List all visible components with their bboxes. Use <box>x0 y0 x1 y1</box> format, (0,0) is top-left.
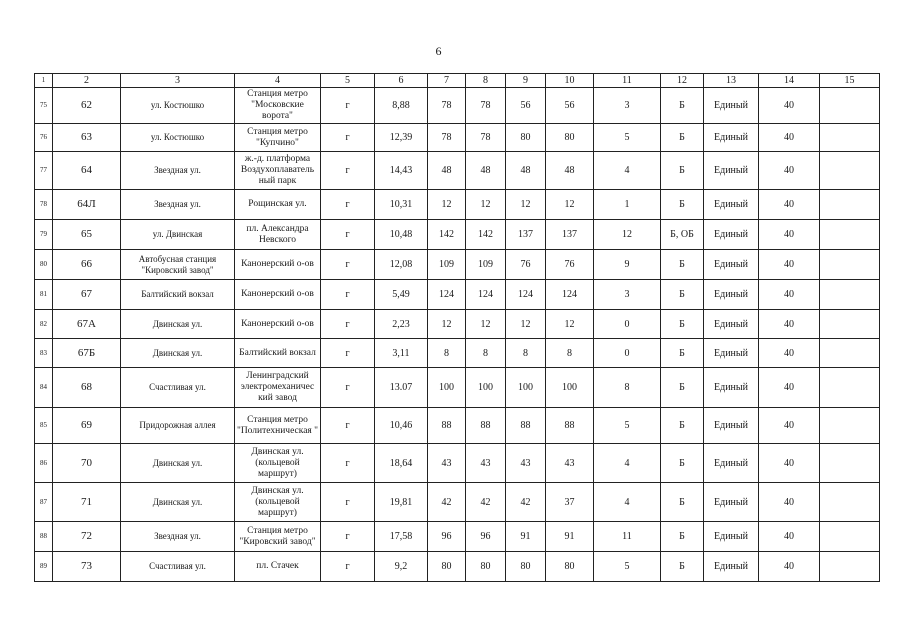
column-header: 1 <box>35 74 53 88</box>
table-row <box>35 522 880 552</box>
table-row <box>35 250 880 280</box>
column-10-cell: 12 <box>546 310 594 339</box>
column-10-cell: 124 <box>546 280 594 310</box>
column-10-cell: 88 <box>546 408 594 444</box>
column-15-cell <box>820 310 880 339</box>
column-7-cell: 42 <box>428 483 466 522</box>
table-row <box>35 368 880 408</box>
column-10-cell: 91 <box>546 522 594 552</box>
column-7-cell: 8 <box>428 339 466 368</box>
column-10-cell: 43 <box>546 444 594 483</box>
column-15-cell <box>820 124 880 152</box>
column-7-cell: 43 <box>428 444 466 483</box>
column-15-cell <box>820 88 880 124</box>
column-7-cell: 109 <box>428 250 466 280</box>
page-number: 6 <box>435 44 442 58</box>
column-5-cell: г <box>321 220 375 250</box>
fare-type-cell: Единый <box>704 124 759 152</box>
column-15-cell <box>820 250 880 280</box>
end-point-cell: Двинская ул. (кольцевой маршрут) <box>235 483 321 522</box>
route-length-cell: 12,08 <box>375 250 428 280</box>
fare-type-cell: Единый <box>704 408 759 444</box>
column-5-cell: г <box>321 152 375 190</box>
end-point-cell: Ленинградский электромеханичес кий завод <box>235 368 321 408</box>
column-10-cell: 56 <box>546 88 594 124</box>
column-header: 10 <box>546 74 594 88</box>
column-10-cell: 80 <box>546 552 594 582</box>
column-7-cell: 142 <box>428 220 466 250</box>
start-point-cell: Двинская ул. <box>121 444 235 483</box>
route-length-cell: 18,64 <box>375 444 428 483</box>
column-15-cell <box>820 368 880 408</box>
route-number-cell: 69 <box>53 408 121 444</box>
fare-type-cell: Единый <box>704 444 759 483</box>
column-7-cell: 124 <box>428 280 466 310</box>
column-9-cell: 80 <box>506 124 546 152</box>
vehicle-class-cell: Б <box>661 408 704 444</box>
table-row <box>35 152 880 190</box>
column-5-cell: г <box>321 408 375 444</box>
table-row <box>35 483 880 522</box>
column-15-cell <box>820 280 880 310</box>
vehicle-class-cell: Б <box>661 250 704 280</box>
row-number-cell: 84 <box>35 368 53 408</box>
column-7-cell: 78 <box>428 124 466 152</box>
route-number-cell: 67Б <box>53 339 121 368</box>
column-5-cell: г <box>321 368 375 408</box>
table-row <box>35 220 880 250</box>
table-row <box>35 310 880 339</box>
column-11-cell: 8 <box>594 368 661 408</box>
vehicle-class-cell: Б <box>661 339 704 368</box>
column-7-cell: 100 <box>428 368 466 408</box>
column-8-cell: 80 <box>466 552 506 582</box>
column-8-cell: 78 <box>466 88 506 124</box>
route-length-cell: 2,23 <box>375 310 428 339</box>
end-point-cell: ж.-д. платформа Воздухоплаватель ный парк <box>235 152 321 190</box>
column-5-cell: г <box>321 124 375 152</box>
column-header: 6 <box>375 74 428 88</box>
column-14-cell: 40 <box>759 88 820 124</box>
column-header: 7 <box>428 74 466 88</box>
fare-type-cell: Единый <box>704 310 759 339</box>
column-9-cell: 124 <box>506 280 546 310</box>
vehicle-class-cell: Б <box>661 368 704 408</box>
start-point-cell: Двинская ул. <box>121 339 235 368</box>
column-header: 8 <box>466 74 506 88</box>
column-8-cell: 142 <box>466 220 506 250</box>
start-point-cell: Балтийский вокзал <box>121 280 235 310</box>
column-10-cell: 80 <box>546 124 594 152</box>
column-11-cell: 4 <box>594 444 661 483</box>
column-7-cell: 48 <box>428 152 466 190</box>
route-length-cell: 8,88 <box>375 88 428 124</box>
vehicle-class-cell: Б <box>661 88 704 124</box>
header-row <box>35 74 880 88</box>
end-point-cell: Канонерский о-ов <box>235 280 321 310</box>
end-point-cell: пл. Стачек <box>235 552 321 582</box>
route-number-cell: 70 <box>53 444 121 483</box>
column-header: 14 <box>759 74 820 88</box>
row-number-cell: 89 <box>35 552 53 582</box>
column-10-cell: 12 <box>546 190 594 220</box>
vehicle-class-cell: Б <box>661 280 704 310</box>
column-15-cell <box>820 444 880 483</box>
column-5-cell: г <box>321 339 375 368</box>
end-point-cell: Канонерский о-ов <box>235 310 321 339</box>
column-5-cell: г <box>321 88 375 124</box>
column-header: 2 <box>53 74 121 88</box>
fare-type-cell: Единый <box>704 152 759 190</box>
column-8-cell: 12 <box>466 310 506 339</box>
end-point-cell: Станция метро "Кировский завод" <box>235 522 321 552</box>
start-point-cell: Автобусная станция "Кировский завод" <box>121 250 235 280</box>
column-10-cell: 76 <box>546 250 594 280</box>
column-9-cell: 56 <box>506 88 546 124</box>
table-row <box>35 339 880 368</box>
column-14-cell: 40 <box>759 522 820 552</box>
column-9-cell: 12 <box>506 310 546 339</box>
route-number-cell: 64Л <box>53 190 121 220</box>
table-row <box>35 408 880 444</box>
column-8-cell: 42 <box>466 483 506 522</box>
end-point-cell: Станция метро "Политехническая " <box>235 408 321 444</box>
column-9-cell: 42 <box>506 483 546 522</box>
column-7-cell: 78 <box>428 88 466 124</box>
row-number-cell: 81 <box>35 280 53 310</box>
route-length-cell: 19,81 <box>375 483 428 522</box>
column-10-cell: 100 <box>546 368 594 408</box>
route-length-cell: 10,48 <box>375 220 428 250</box>
table-row <box>35 280 880 310</box>
vehicle-class-cell: Б <box>661 152 704 190</box>
column-9-cell: 100 <box>506 368 546 408</box>
column-14-cell: 40 <box>759 444 820 483</box>
fare-type-cell: Единый <box>704 250 759 280</box>
route-length-cell: 14,43 <box>375 152 428 190</box>
column-5-cell: г <box>321 310 375 339</box>
route-length-cell: 9,2 <box>375 552 428 582</box>
column-9-cell: 43 <box>506 444 546 483</box>
column-14-cell: 40 <box>759 124 820 152</box>
start-point-cell: Звездная ул. <box>121 152 235 190</box>
fare-type-cell: Единый <box>704 190 759 220</box>
column-11-cell: 9 <box>594 250 661 280</box>
start-point-cell: ул. Костюшко <box>121 88 235 124</box>
row-number-cell: 79 <box>35 220 53 250</box>
end-point-cell: Двинская ул. (кольцевой маршрут) <box>235 444 321 483</box>
column-5-cell: г <box>321 483 375 522</box>
column-11-cell: 3 <box>594 88 661 124</box>
fare-type-cell: Единый <box>704 88 759 124</box>
start-point-cell: ул. Костюшко <box>121 124 235 152</box>
route-number-cell: 73 <box>53 552 121 582</box>
start-point-cell: Двинская ул. <box>121 310 235 339</box>
fare-type-cell: Единый <box>704 483 759 522</box>
end-point-cell: Канонерский о-ов <box>235 250 321 280</box>
start-point-cell: Двинская ул. <box>121 483 235 522</box>
column-5-cell: г <box>321 522 375 552</box>
end-point-cell: пл. Александра Невского <box>235 220 321 250</box>
column-11-cell: 0 <box>594 310 661 339</box>
start-point-cell: ул. Двинская <box>121 220 235 250</box>
table-row <box>35 190 880 220</box>
route-number-cell: 67А <box>53 310 121 339</box>
column-header: 15 <box>820 74 880 88</box>
table-row <box>35 124 880 152</box>
row-number-cell: 87 <box>35 483 53 522</box>
column-header: 11 <box>594 74 661 88</box>
column-11-cell: 1 <box>594 190 661 220</box>
column-8-cell: 43 <box>466 444 506 483</box>
column-11-cell: 3 <box>594 280 661 310</box>
column-14-cell: 40 <box>759 310 820 339</box>
column-8-cell: 8 <box>466 339 506 368</box>
vehicle-class-cell: Б <box>661 552 704 582</box>
vehicle-class-cell: Б <box>661 124 704 152</box>
column-15-cell <box>820 220 880 250</box>
table-row <box>35 552 880 582</box>
vehicle-class-cell: Б <box>661 190 704 220</box>
column-14-cell: 40 <box>759 368 820 408</box>
fare-type-cell: Единый <box>704 522 759 552</box>
column-10-cell: 137 <box>546 220 594 250</box>
vehicle-class-cell: Б <box>661 483 704 522</box>
start-point-cell: Звездная ул. <box>121 522 235 552</box>
column-8-cell: 100 <box>466 368 506 408</box>
column-8-cell: 96 <box>466 522 506 552</box>
column-7-cell: 88 <box>428 408 466 444</box>
column-5-cell: г <box>321 444 375 483</box>
vehicle-class-cell: Б <box>661 310 704 339</box>
column-9-cell: 8 <box>506 339 546 368</box>
column-7-cell: 96 <box>428 522 466 552</box>
column-15-cell <box>820 483 880 522</box>
column-8-cell: 109 <box>466 250 506 280</box>
column-11-cell: 12 <box>594 220 661 250</box>
row-number-cell: 78 <box>35 190 53 220</box>
column-14-cell: 40 <box>759 483 820 522</box>
row-number-cell: 77 <box>35 152 53 190</box>
start-point-cell: Счастливая ул. <box>121 368 235 408</box>
fare-type-cell: Единый <box>704 220 759 250</box>
vehicle-class-cell: Б <box>661 522 704 552</box>
column-8-cell: 78 <box>466 124 506 152</box>
column-15-cell <box>820 190 880 220</box>
column-14-cell: 40 <box>759 250 820 280</box>
column-15-cell <box>820 522 880 552</box>
column-10-cell: 37 <box>546 483 594 522</box>
end-point-cell: Станция метро "Московские ворота" <box>235 88 321 124</box>
column-14-cell: 40 <box>759 280 820 310</box>
fare-type-cell: Единый <box>704 339 759 368</box>
vehicle-class-cell: Б <box>661 444 704 483</box>
row-number-cell: 80 <box>35 250 53 280</box>
column-5-cell: г <box>321 280 375 310</box>
end-point-cell: Балтийский вокзал <box>235 339 321 368</box>
row-number-cell: 82 <box>35 310 53 339</box>
route-number-cell: 63 <box>53 124 121 152</box>
start-point-cell: Придорожная аллея <box>121 408 235 444</box>
row-number-cell: 85 <box>35 408 53 444</box>
row-number-cell: 86 <box>35 444 53 483</box>
column-11-cell: 4 <box>594 152 661 190</box>
column-11-cell: 11 <box>594 522 661 552</box>
column-5-cell: г <box>321 190 375 220</box>
column-14-cell: 40 <box>759 408 820 444</box>
column-header: 9 <box>506 74 546 88</box>
route-length-cell: 13.07 <box>375 368 428 408</box>
route-number-cell: 65 <box>53 220 121 250</box>
column-header: 4 <box>235 74 321 88</box>
column-11-cell: 0 <box>594 339 661 368</box>
fare-type-cell: Единый <box>704 552 759 582</box>
column-15-cell <box>820 408 880 444</box>
column-header: 13 <box>704 74 759 88</box>
column-header: 5 <box>321 74 375 88</box>
route-number-cell: 62 <box>53 88 121 124</box>
column-5-cell: г <box>321 250 375 280</box>
column-14-cell: 40 <box>759 152 820 190</box>
start-point-cell: Счастливая ул. <box>121 552 235 582</box>
end-point-cell: Станция метро "Купчино" <box>235 124 321 152</box>
column-7-cell: 80 <box>428 552 466 582</box>
route-length-cell: 17,58 <box>375 522 428 552</box>
start-point-cell: Звездная ул. <box>121 190 235 220</box>
routes-table <box>34 73 880 582</box>
route-length-cell: 10,31 <box>375 190 428 220</box>
column-10-cell: 48 <box>546 152 594 190</box>
column-14-cell: 40 <box>759 552 820 582</box>
route-length-cell: 5,49 <box>375 280 428 310</box>
column-15-cell <box>820 339 880 368</box>
column-8-cell: 12 <box>466 190 506 220</box>
row-number-cell: 88 <box>35 522 53 552</box>
column-9-cell: 76 <box>506 250 546 280</box>
fare-type-cell: Единый <box>704 368 759 408</box>
column-header: 3 <box>121 74 235 88</box>
route-length-cell: 10,46 <box>375 408 428 444</box>
row-number-cell: 76 <box>35 124 53 152</box>
route-number-cell: 67 <box>53 280 121 310</box>
column-7-cell: 12 <box>428 190 466 220</box>
table-row <box>35 444 880 483</box>
row-number-cell: 83 <box>35 339 53 368</box>
column-15-cell <box>820 152 880 190</box>
column-11-cell: 5 <box>594 552 661 582</box>
route-number-cell: 71 <box>53 483 121 522</box>
route-number-cell: 68 <box>53 368 121 408</box>
column-11-cell: 4 <box>594 483 661 522</box>
column-9-cell: 12 <box>506 190 546 220</box>
route-number-cell: 66 <box>53 250 121 280</box>
column-8-cell: 124 <box>466 280 506 310</box>
fare-type-cell: Единый <box>704 280 759 310</box>
column-header: 12 <box>661 74 704 88</box>
route-length-cell: 12,39 <box>375 124 428 152</box>
route-number-cell: 64 <box>53 152 121 190</box>
column-11-cell: 5 <box>594 408 661 444</box>
column-14-cell: 40 <box>759 190 820 220</box>
column-10-cell: 8 <box>546 339 594 368</box>
column-7-cell: 12 <box>428 310 466 339</box>
end-point-cell: Рощинская ул. <box>235 190 321 220</box>
vehicle-class-cell: Б, ОБ <box>661 220 704 250</box>
column-14-cell: 40 <box>759 339 820 368</box>
column-9-cell: 137 <box>506 220 546 250</box>
column-8-cell: 48 <box>466 152 506 190</box>
column-11-cell: 5 <box>594 124 661 152</box>
column-9-cell: 91 <box>506 522 546 552</box>
column-5-cell: г <box>321 552 375 582</box>
column-9-cell: 80 <box>506 552 546 582</box>
table-body <box>35 88 880 582</box>
column-14-cell: 40 <box>759 220 820 250</box>
route-number-cell: 72 <box>53 522 121 552</box>
column-9-cell: 88 <box>506 408 546 444</box>
route-length-cell: 3,11 <box>375 339 428 368</box>
column-9-cell: 48 <box>506 152 546 190</box>
column-8-cell: 88 <box>466 408 506 444</box>
row-number-cell: 75 <box>35 88 53 124</box>
column-15-cell <box>820 552 880 582</box>
table-row <box>35 88 880 124</box>
